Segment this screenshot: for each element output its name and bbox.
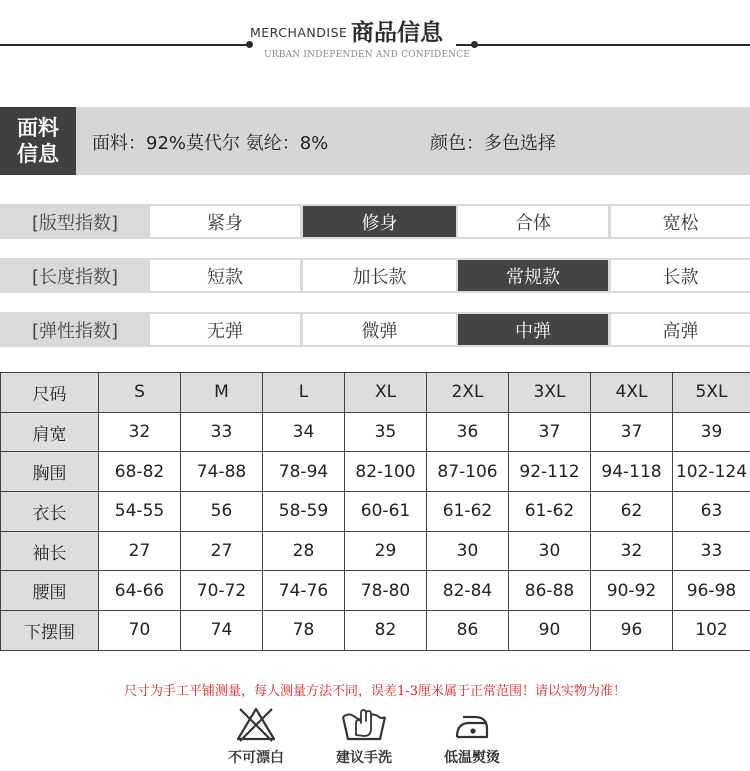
fabric-label-line2: 信息 [17, 142, 59, 166]
row-header-cell: 胸围 [1, 452, 99, 492]
table-cell: 58-59 [263, 492, 345, 532]
fabric-info-bar [0, 107, 750, 175]
table-cell: 30 [427, 531, 509, 571]
fit-index-row [0, 204, 750, 239]
no-bleach-icon [234, 705, 278, 743]
table-cell: 32 [591, 531, 673, 571]
table-row [1, 531, 750, 571]
size-header-cell: 4XL [591, 373, 673, 413]
table-cell: 68-82 [99, 452, 181, 492]
table-cell: 29 [345, 531, 427, 571]
fit-option-selected: 修身 [303, 206, 456, 237]
table-cell: 39 [673, 412, 750, 452]
row-header-cell: 袖长 [1, 531, 99, 571]
table-cell: 64-66 [99, 571, 181, 611]
elasticity-option: 无弹 [150, 314, 300, 345]
row-header-cell: 肩宽 [1, 412, 99, 452]
table-cell: 27 [99, 531, 181, 571]
care-item-hand-wash [309, 705, 419, 767]
table-cell: 37 [591, 412, 673, 452]
table-cell: 60-61 [345, 492, 427, 532]
table-row [1, 412, 750, 452]
table-cell: 30 [509, 531, 591, 571]
table-cell: 56 [181, 492, 263, 532]
elasticity-index-label: [弹性指数] [31, 320, 119, 342]
header-cn-title: 商品信息 [351, 20, 443, 46]
table-cell: 70-72 [181, 571, 263, 611]
table-cell: 63 [673, 492, 750, 532]
table-cell: 62 [591, 492, 673, 532]
table-row [1, 611, 750, 651]
table-cell: 87-106 [427, 452, 509, 492]
table-cell: 86 [427, 611, 509, 651]
table-cell: 74-76 [263, 571, 345, 611]
row-header-cell: 衣长 [1, 492, 99, 532]
table-cell: 90-92 [591, 571, 673, 611]
table-cell: 94-118 [591, 452, 673, 492]
low-iron-icon [449, 705, 495, 743]
care-item-no-bleach [201, 705, 311, 767]
row-header-cell: 下摆围 [1, 611, 99, 651]
fit-option: 合体 [458, 206, 608, 237]
table-row [1, 492, 750, 532]
table-cell: 78-80 [345, 571, 427, 611]
table-row [1, 571, 750, 611]
length-option-selected: 常规款 [458, 260, 608, 291]
elasticity-index-row [0, 312, 750, 347]
table-cell: 96-98 [673, 571, 750, 611]
fit-index-label: [版型指数] [31, 212, 119, 234]
table-cell: 78-94 [263, 452, 345, 492]
header-subtitle: URBAN INDEPENDEN AND CONFIDENCE [264, 50, 471, 60]
header-dot-left [246, 41, 253, 48]
table-row [1, 452, 750, 492]
header-rule-right [456, 44, 750, 46]
table-cell: 70 [99, 611, 181, 651]
length-index-row [0, 258, 750, 293]
fabric-material: 面料：92%莫代尔 氨纶：8% [92, 133, 329, 154]
table-cell: 61-62 [427, 492, 509, 532]
size-header-cell: XL [345, 373, 427, 413]
size-table [0, 372, 750, 651]
fabric-label-line1: 面料 [17, 116, 59, 140]
table-cell: 37 [509, 412, 591, 452]
table-cell: 86-88 [509, 571, 591, 611]
care-item-low-iron [417, 705, 527, 767]
table-cell: 28 [263, 531, 345, 571]
size-header-cell: 2XL [427, 373, 509, 413]
table-cell: 36 [427, 412, 509, 452]
fit-option: 宽松 [611, 206, 750, 237]
table-cell: 61-62 [509, 492, 591, 532]
length-option: 长款 [611, 260, 750, 291]
size-header-cell: 5XL [673, 373, 750, 413]
fabric-color: 颜色：多色选择 [430, 133, 556, 154]
elasticity-option: 微弹 [303, 314, 456, 345]
size-header-cell: 尺码 [1, 373, 99, 413]
table-cell: 102 [673, 611, 750, 651]
table-cell: 74-88 [181, 452, 263, 492]
table-cell: 96 [591, 611, 673, 651]
hand-wash-icon [339, 705, 389, 743]
table-cell: 90 [509, 611, 591, 651]
size-header-cell: 3XL [509, 373, 591, 413]
elasticity-option-selected: 中弹 [458, 314, 608, 345]
length-option: 加长款 [303, 260, 456, 291]
care-label: 建议手洗 [336, 750, 392, 766]
table-cell: 74 [181, 611, 263, 651]
measurement-note: 尺寸为手工平铺测量，每人测量方法不同，误差1-3厘米属于正常范围！请以实物为准！ [124, 684, 626, 699]
header-rule-left [0, 44, 248, 46]
table-cell: 102-124 [673, 452, 750, 492]
table-cell: 78 [263, 611, 345, 651]
care-label: 不可漂白 [228, 750, 284, 766]
table-cell: 54-55 [99, 492, 181, 532]
elasticity-option: 高弹 [611, 314, 750, 345]
size-header-cell: L [263, 373, 345, 413]
length-index-label: [长度指数] [31, 266, 119, 288]
header-en-title: MERCHANDISE [250, 25, 348, 40]
table-cell: 27 [181, 531, 263, 571]
care-label: 低温熨烫 [444, 750, 500, 766]
length-option: 短款 [150, 260, 300, 291]
table-cell: 32 [99, 412, 181, 452]
fabric-info-label [0, 107, 76, 175]
table-cell: 92-112 [509, 452, 591, 492]
table-cell: 82-84 [427, 571, 509, 611]
fit-option: 紧身 [150, 206, 300, 237]
table-cell: 82-100 [345, 452, 427, 492]
table-cell: 82 [345, 611, 427, 651]
table-cell: 33 [181, 412, 263, 452]
row-header-cell: 腰围 [1, 571, 99, 611]
table-cell: 35 [345, 412, 427, 452]
size-header-cell: M [181, 373, 263, 413]
size-header-cell: S [99, 373, 181, 413]
table-cell: 34 [263, 412, 345, 452]
table-cell: 33 [673, 531, 750, 571]
size-header-row [1, 373, 750, 413]
